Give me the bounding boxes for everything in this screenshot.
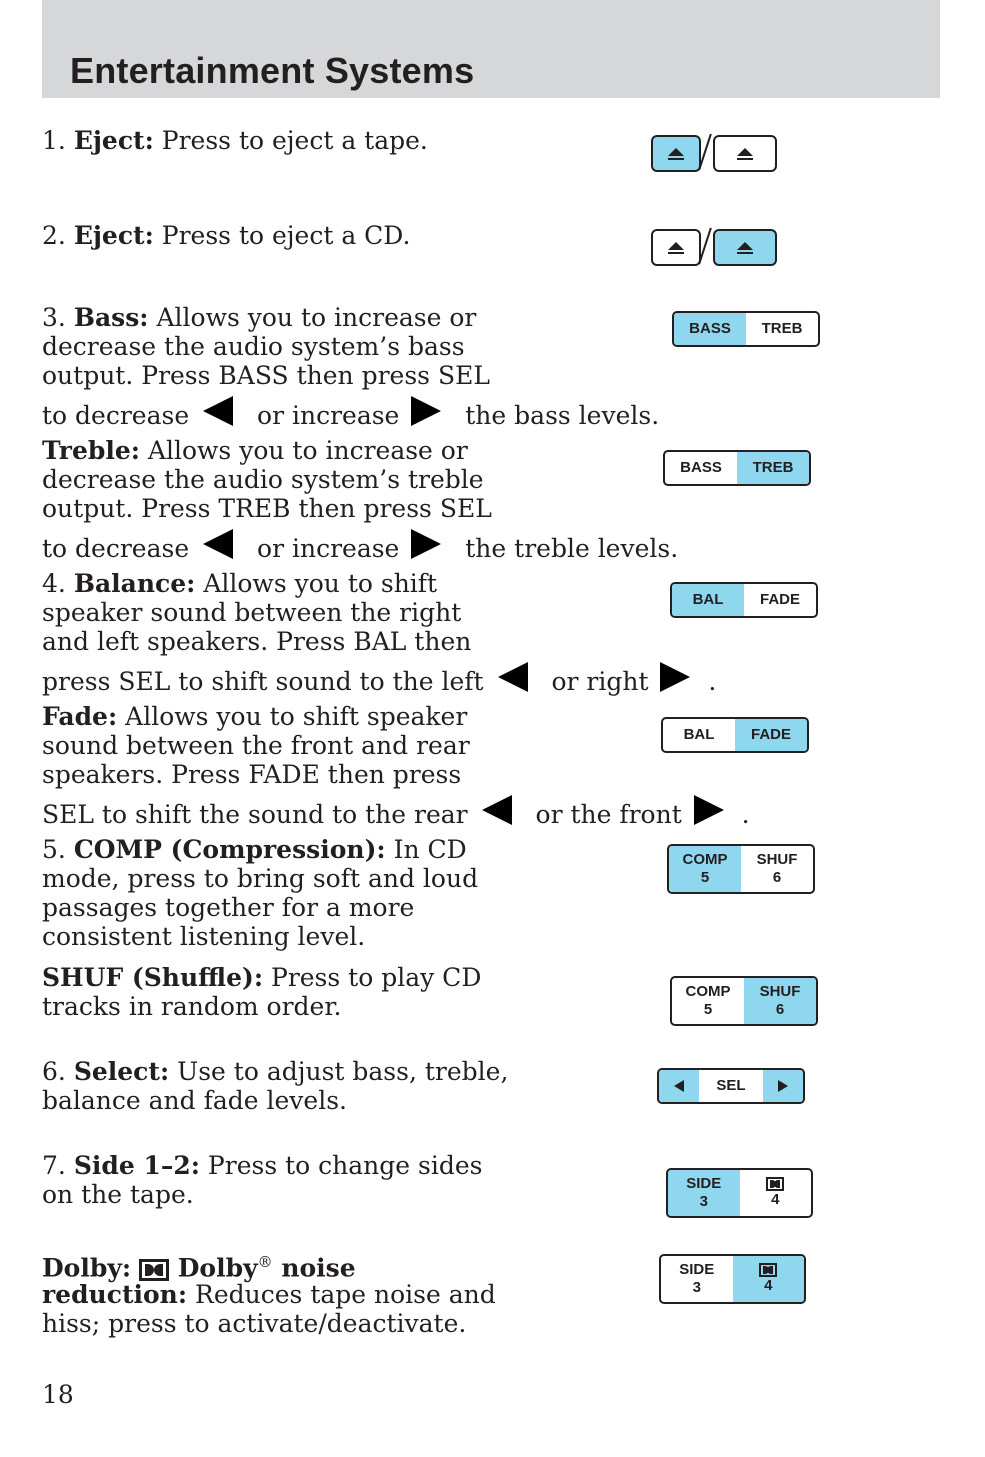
side-line-1: 7. Side 1–2: Press to change sides	[42, 1151, 483, 1180]
left-arrow-icon	[482, 795, 512, 825]
page-number: 18	[42, 1380, 74, 1409]
left-arrow-icon	[203, 396, 233, 426]
dolby-line-2: reduction: Reduces tape noise and	[42, 1280, 496, 1309]
eject-tape-button-plain	[651, 229, 701, 266]
side-label: Side 1–2:	[73, 1151, 200, 1180]
balance-line-3: and left speakers. Press BAL then	[42, 627, 472, 656]
treble-label: Treble:	[42, 436, 140, 465]
treble-line-1: Treble: Allows you to increase or	[42, 436, 468, 465]
treble-line-3: output. Press TREB then press SEL	[42, 494, 492, 523]
dolby-line-3: hiss; press to activate/deactivate.	[42, 1309, 467, 1338]
comp-shuf-button-shuf-active: COMP 5 SHUF 6	[670, 976, 818, 1026]
bal-fade-button-fade-active: BAL FADE	[661, 717, 809, 753]
sel-button: SEL	[657, 1068, 805, 1104]
left-triangle-icon	[674, 1080, 684, 1092]
left-arrow-icon	[203, 529, 233, 559]
side-line-2: on the tape.	[42, 1180, 194, 1209]
bass-line-3: output. Press BASS then press SEL	[42, 361, 490, 390]
fade-line-4: SEL to shift the sound to the rear or the front .	[42, 795, 750, 829]
shuf-line-2: tracks in random order.	[42, 992, 342, 1021]
dolby-icon	[766, 1177, 784, 1191]
side-dolby-button-side-active: SIDE 3 4	[666, 1168, 813, 1218]
comp-line-1: 5. COMP (Compression): In CD	[42, 835, 467, 864]
select-line-1: 6. Select: Use to adjust bass, treble,	[42, 1057, 509, 1086]
eject-cd-text: 2. Eject: Press to eject a CD.	[42, 221, 411, 250]
eject-tape-button-highlighted	[651, 135, 701, 172]
fade-line-3: speakers. Press FADE then press	[42, 760, 462, 789]
eject-icon	[668, 148, 684, 160]
comp-line-4: consistent listening level.	[42, 922, 366, 951]
comp-label: COMP (Compression):	[73, 835, 386, 864]
side-dolby-button-dolby-active: SIDE 3 4	[659, 1254, 806, 1304]
shuf-label: SHUF (Shuffle):	[42, 963, 264, 992]
bass-line-2: decrease the audio system’s bass	[42, 332, 465, 361]
right-arrow-icon	[694, 795, 724, 825]
right-arrow-icon	[411, 529, 441, 559]
select-line-2: balance and fade levels.	[42, 1086, 347, 1115]
fade-label: Fade:	[42, 702, 118, 731]
bass-treb-button-bass-active: BASS TREB	[672, 311, 820, 347]
left-arrow-icon	[498, 662, 528, 692]
eject-icon	[737, 242, 753, 254]
balance-label: Balance:	[73, 569, 196, 598]
dolby-icon	[759, 1263, 777, 1277]
comp-line-2: mode, press to bring soft and loud	[42, 864, 479, 893]
treble-line-4: to decrease or increase the treble levels.	[42, 529, 678, 563]
comp-line-3: passages together for a more	[42, 893, 415, 922]
fade-line-2: sound between the front and rear	[42, 731, 470, 760]
eject-tape-label: Eject:	[73, 126, 154, 155]
bass-label: Bass:	[73, 303, 149, 332]
dolby-icon	[139, 1259, 169, 1281]
bass-line-4: to decrease or increase the bass levels.	[42, 396, 659, 430]
balance-line-2: speaker sound between the right	[42, 598, 462, 627]
bal-fade-button-bal-active: BAL FADE	[670, 582, 818, 618]
section-title: Entertainment Systems	[70, 50, 475, 91]
comp-shuf-button-comp-active: COMP 5 SHUF 6	[667, 844, 815, 894]
treble-line-2: decrease the audio system’s treble	[42, 465, 484, 494]
eject-cd-button-plain	[713, 135, 777, 172]
eject-icon	[668, 242, 684, 254]
eject-cd-label: Eject:	[73, 221, 154, 250]
bass-treb-button-treb-active: BASS TREB	[663, 450, 811, 486]
right-arrow-icon	[411, 396, 441, 426]
dolby-line-1: Dolby: Dolby® noise	[42, 1253, 356, 1283]
dolby-label: Dolby:	[42, 1253, 132, 1283]
eject-icon	[737, 148, 753, 160]
right-triangle-icon	[778, 1080, 788, 1092]
balance-line-4: press SEL to shift sound to the left or right .	[42, 662, 716, 696]
eject-tape-text: 1. Eject: Press to eject a tape.	[42, 126, 428, 155]
section-header	[42, 0, 940, 98]
balance-line-1: 4. Balance: Allows you to shift	[42, 569, 438, 598]
select-label: Select:	[73, 1057, 170, 1086]
bass-line-1: 3. Bass: Allows you to increase or	[42, 303, 477, 332]
eject-cd-button-highlighted	[713, 229, 777, 266]
fade-line-1: Fade: Allows you to shift speaker	[42, 702, 468, 731]
right-arrow-icon	[660, 662, 690, 692]
shuf-line-1: SHUF (Shuffle): Press to play CD	[42, 963, 482, 992]
